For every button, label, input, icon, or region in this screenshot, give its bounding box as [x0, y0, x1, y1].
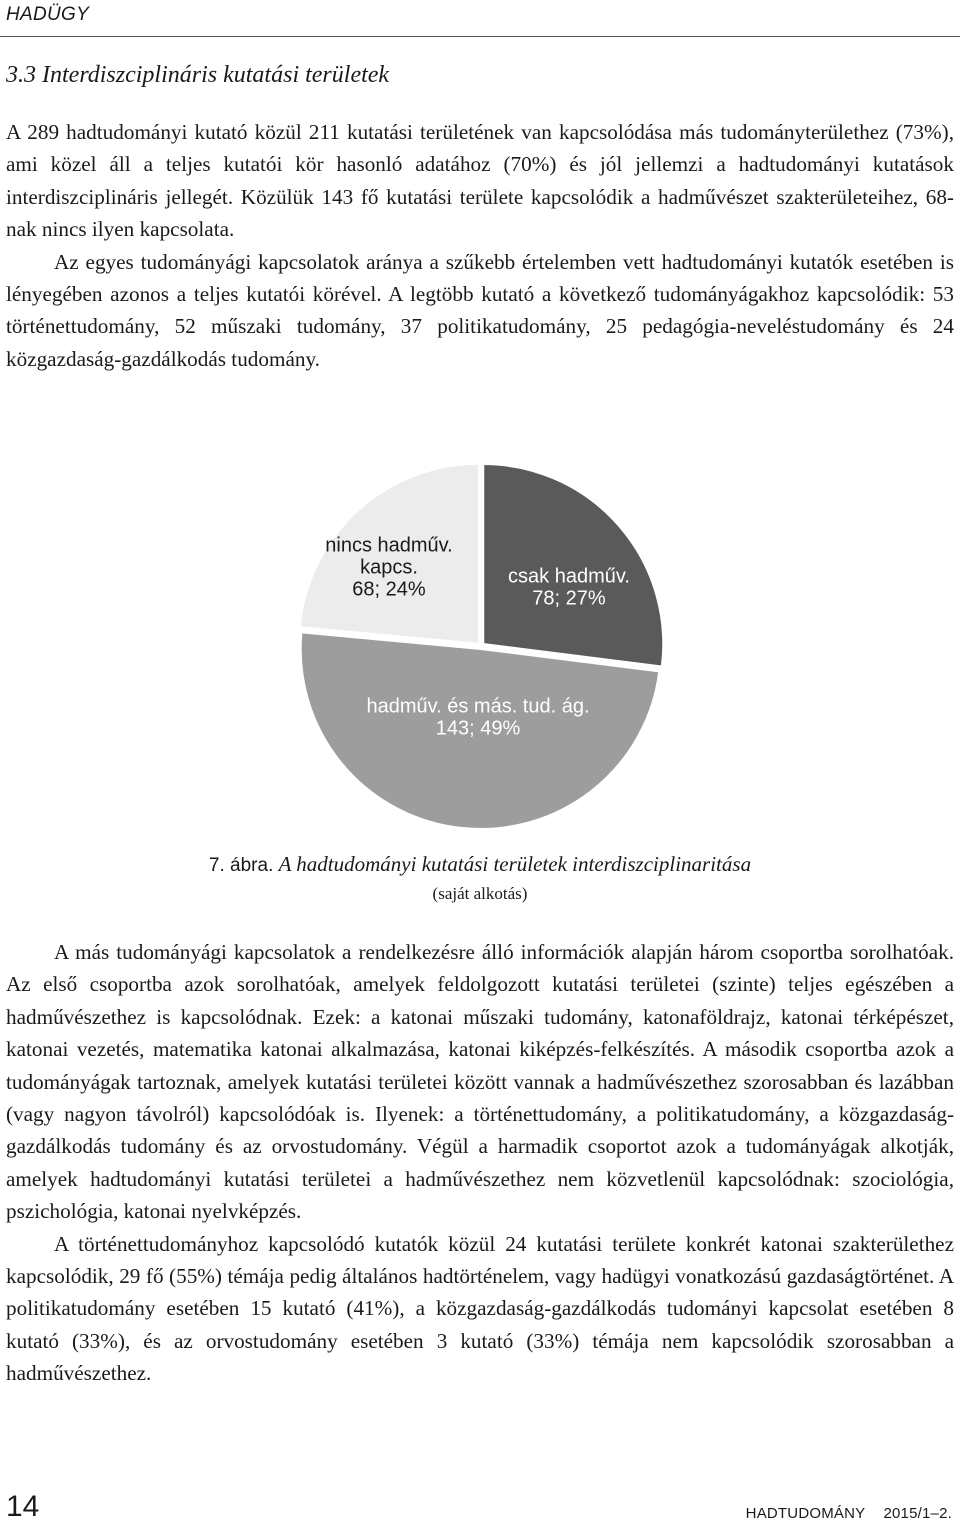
pie-slice-category-label: hadműv. és más. tud. ág. [366, 695, 590, 718]
header-divider [0, 36, 960, 37]
pie-slice-category-label: nincs hadműv. [325, 534, 453, 557]
pie-slice-value-label: 143; 49% [435, 717, 521, 740]
paragraph: Az egyes tudományági kapcsolatok aránya a szűkebb értelemben vett hadtudományi kutatók esetében is lényegében azonos a teljes kutatói körével. A legtöbb kutató a következő tudományágakhoz kapcsolódik: 53 történettudomány, 52 műszaki tudomány, 37 politikatudomány, 25 pedagógia-neveléstudomány és 24 közgazdaság-gazdálkodás tudomány. [6, 249, 954, 371]
paragraph: A történettudományhoz kapcsolódó kutatók közül 24 kutatási területe konkrét katonai szakterülethez kapcsolódik, 29 fő (55%) témája pedig általános hadtörténelem, vagy hadügyi vonatkozású gazdaságtörténet. A politikatudomány esetében 15 kutató (41%), a közgazdaság-gazdálkodás tudományi kapcsolat esetében 8 kutató (33%), és az orvostudomány esetében 3 kutató (33%) témája nem kapcsolódik szorosabban a hadművészethez. [6, 1231, 954, 1386]
paragraph: A más tudományági kapcsolatok a rendelkezésre álló információk alapján három csoportba sorolhatóak. Az első csoportba azok sorolhatóak, amelyek feldolgozott kutatási területei (szinte) teljes egészében a hadművészethez is kapcsolódnak. Ezek: a katonai műszaki tudomány, katonaföldrajz, katonai térképészet, katonai vezetés, matematika katonai alkalmazása, katonai kiképzés-felkészítés. A második csoportba azok a tudományágak tartoznak, amelyek kutatási területei között vannak a hadművészethez szorosabban és lazábban (vagy nagyon távolról) kapcsolódóak is. Ilyenek: a történettudomány, a politikatudomány, a közgazdaság-gazdálkodás tudomány és az orvostudomány. Végül a harmadik csoportot azok a tudományágak alkotják, amelyek hadtudományi kutatási területei a hadművészethez nem közvetlenül kapcsolódnak: szociológia, pszichológia, katonai nyelvképzés. [6, 940, 954, 1224]
body-text-bottom [6, 936, 954, 1390]
pie-slice-value-label: 68; 24% [352, 578, 426, 601]
running-header: HADÜGY [6, 4, 90, 25]
figure-caption [0, 852, 960, 877]
pie-chart-svg [0, 462, 960, 842]
section-title: 3.3 Interdiszciplináris kutatási területek [6, 62, 390, 88]
figure-title: A hadtudományi kutatási területek interdiszciplinaritása [278, 852, 752, 876]
journal-footer: HADTUDOMÁNY 2015/1–2. [745, 1505, 952, 1522]
pie-slice-category-label: csak hadműv. [508, 565, 630, 588]
page-number: 14 [6, 1490, 40, 1523]
figure-source: (saját alkotás) [432, 884, 528, 903]
pie-chart [0, 462, 960, 842]
pie-slice-category-label: kapcs. [360, 556, 418, 579]
figure-number: 7. ábra. [208, 855, 274, 876]
paragraph: A 289 hadtudományi kutató közül 211 kutatási területének van kapcsolódása más tudományterülethez (73%), ami közel áll a teljes kutatói kör hasonló adatához (70%) és jól jellemzi a hadtudományi kutatások interdiszciplináris jellegét. Közülük 143 fő kutatási területe kapcsolódik a hadművészet szakterületeihez, 68-nak nincs ilyen kapcsolata. [6, 120, 954, 242]
pie-slice-value-label: 78; 27% [532, 587, 606, 610]
body-text-top [6, 116, 954, 375]
